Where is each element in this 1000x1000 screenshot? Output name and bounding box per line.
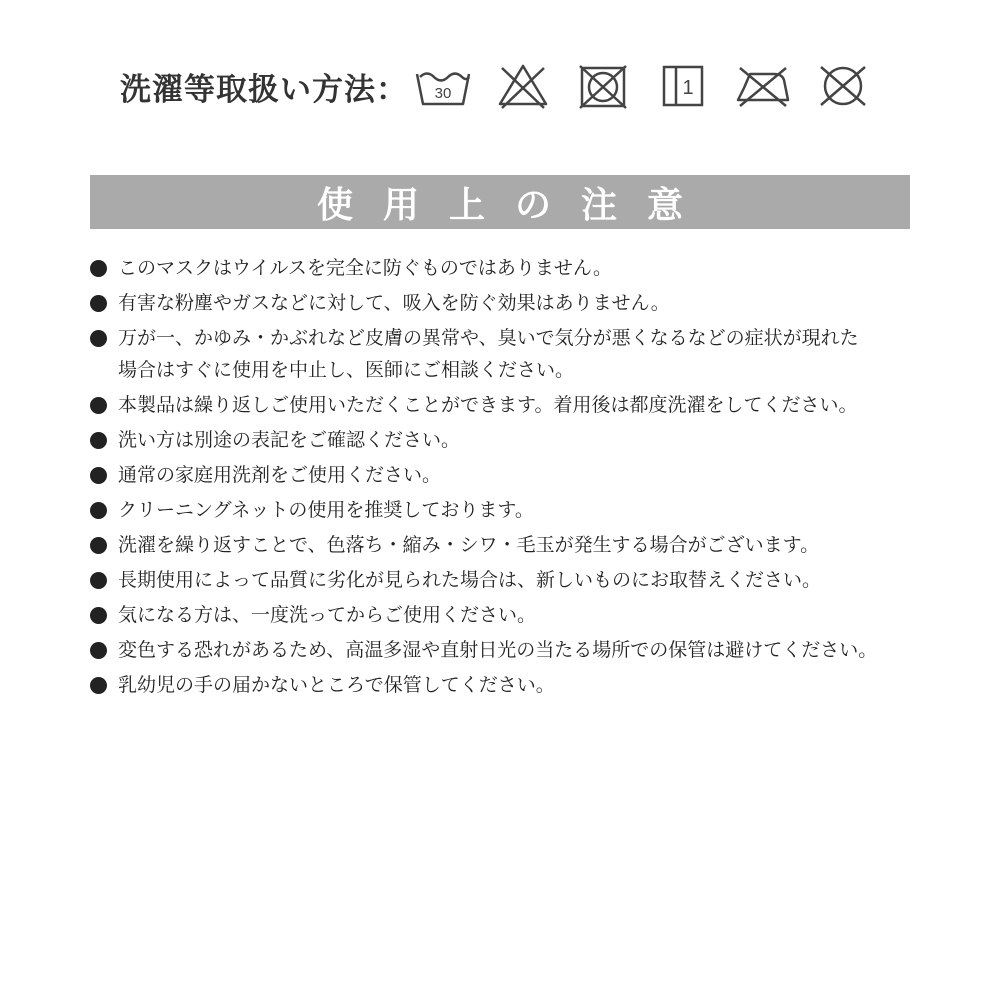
note-text: 本製品は繰り返しご使用いただくことができます。着用後は都度洗濯をしてください。 (118, 394, 858, 416)
list-item (90, 599, 930, 631)
bullet-icon (90, 607, 107, 624)
list-item (90, 634, 930, 666)
bullet-icon (90, 537, 107, 554)
bullet-icon (90, 295, 107, 312)
note-text: クリーニングネットの使用を推奨しております。 (118, 499, 534, 521)
hang-dry-label: 1 (682, 77, 694, 99)
list-item (90, 252, 930, 284)
list-item (90, 389, 930, 421)
care-title: 洗濯等取扱い方法： (120, 71, 408, 108)
care-instructions (120, 56, 900, 116)
bullet-icon (90, 260, 107, 277)
no-bleach-icon (494, 62, 552, 110)
wash-30-icon (414, 62, 472, 110)
note-text: このマスクはウイルスを完全に防ぐものではありません。 (118, 257, 613, 279)
note-text: 気になる方は、一度洗ってからご使用ください。 (118, 604, 537, 626)
bullet-icon (90, 467, 107, 484)
hang-dry-icon (654, 62, 712, 110)
care-icons (414, 62, 894, 110)
list-item (90, 322, 930, 386)
list-item (90, 669, 930, 701)
note-text-continued: 場合はすぐに使用を中止し、医師にご相談ください。 (118, 359, 575, 381)
list-item (90, 564, 930, 596)
bullet-icon (90, 572, 107, 589)
bullet-icon (90, 432, 107, 449)
no-iron-icon (734, 62, 792, 110)
bullet-icon (90, 677, 107, 694)
no-dry-clean-icon (814, 62, 872, 110)
bullet-icon (90, 642, 107, 659)
note-text: 洗い方は別途の表記をご確認ください。 (118, 429, 461, 451)
precautions-title: 使用上の注意 (316, 184, 713, 226)
wash-temperature-label: 30 (434, 85, 452, 102)
bullet-icon (90, 502, 107, 519)
note-text: 変色する恐れがあるため、高温多湿や直射日光の当たる場所での保管は避けてください。 (118, 639, 878, 661)
precautions-header (90, 175, 910, 229)
note-text: 乳幼児の手の届かないところで保管してください。 (118, 674, 555, 696)
bullet-icon (90, 330, 107, 347)
list-item (90, 494, 930, 526)
note-text: 有害な粉塵やガスなどに対して、吸入を防ぐ効果はありません。 (118, 292, 670, 314)
no-tumble-dry-icon (574, 62, 632, 110)
list-item (90, 459, 930, 491)
list-item (90, 529, 930, 561)
bullet-icon (90, 397, 107, 414)
precautions-list (90, 252, 930, 704)
note-text: 万が一、かゆみ・かぶれなど皮膚の異常や、臭いで気分が悪くなるなどの症状が現れた (118, 327, 859, 349)
note-text: 洗濯を繰り返すことで、色落ち・縮み・シワ・毛玉が発生する場合がございます。 (118, 534, 820, 556)
list-item (90, 424, 930, 456)
note-text: 長期使用によって品質に劣化が見られた場合は、新しいものにお取替えください。 (118, 569, 822, 591)
note-text: 通常の家庭用洗剤をご使用ください。 (118, 464, 442, 486)
list-item (90, 287, 930, 319)
